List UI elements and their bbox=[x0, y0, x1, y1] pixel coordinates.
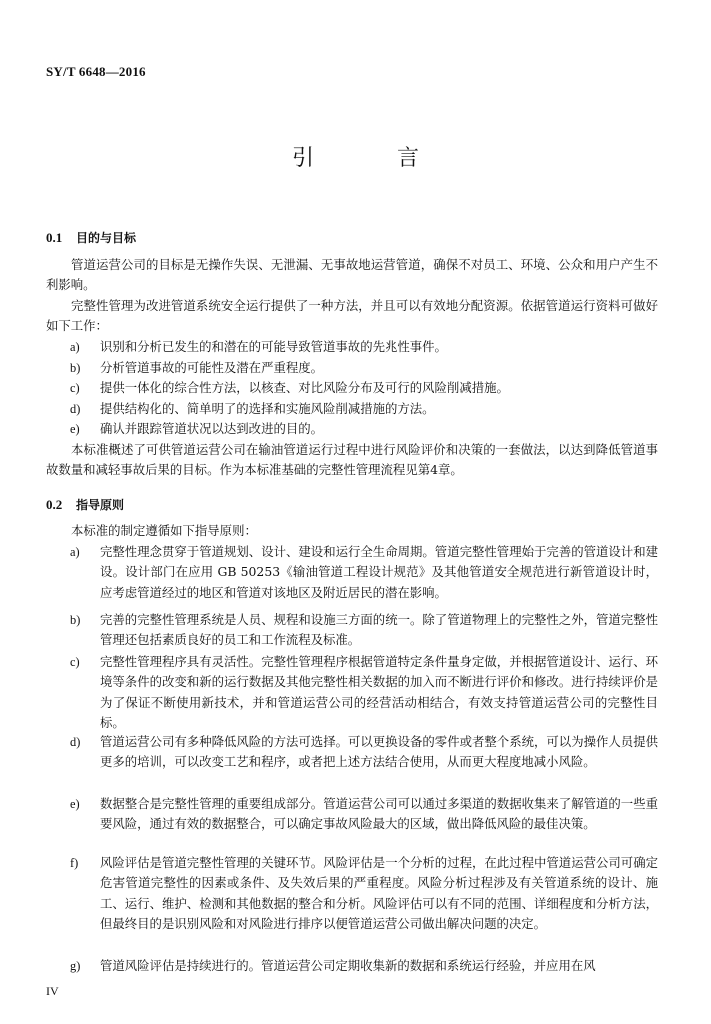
paragraph: 本标准的制定遵循如下指导原则： bbox=[71, 523, 257, 538]
list-marker: d) bbox=[70, 402, 81, 416]
list-item bbox=[70, 358, 658, 378]
list-item-text: 风险评估是管道完整性管理的关键环节。风险评估是一个分析的过程，在此过程中管道运营公司可确定危害管道完整性的因素或条件、及失效后果的严重程度。风险分析过程涉及有关管道系统的设计、施工、运行、维护、检测和其他数据的整合和分析。风险评估可以有不同的范围、详细程度和分析方法，但最终目的是识别风险和对风险进行排序以便管道运营公司做出解决问题的决定。 bbox=[100, 855, 658, 932]
list-item bbox=[70, 652, 658, 734]
standard-id: SY/T 6648—2016 bbox=[46, 64, 146, 79]
list-item bbox=[70, 378, 658, 398]
list-item bbox=[70, 337, 658, 357]
section-title: 指导原则 bbox=[76, 498, 125, 512]
list-marker: b) bbox=[70, 613, 81, 627]
list-marker: e) bbox=[70, 797, 80, 811]
list-item bbox=[70, 542, 658, 603]
list-item bbox=[70, 610, 658, 651]
list-item-text: 提供一体化的综合性方法，以核查、对比风险分布及可行的风险削减措施。 bbox=[100, 380, 509, 395]
section-heading-0-1 bbox=[46, 229, 136, 246]
section-number: 0.2 bbox=[46, 497, 63, 512]
list-marker: g) bbox=[70, 959, 81, 973]
page-title: 引 言 bbox=[292, 146, 457, 171]
list-item-text: 分析管道事故的可能性及潜在严重程度。 bbox=[100, 360, 324, 375]
list-marker: c) bbox=[70, 655, 80, 669]
list-item-text: 完整性理念贯穿于管道规划、设计、建设和运行全生命周期。管道完整性管理始于完善的管道设计和建设。设计部门在应用 GB 50253《输油管道工程设计规范》及其他管道安全规范进行新管道设计时，应考虑管道经过的地区和管道对该地区及附近居民的潜在影响。 bbox=[100, 544, 658, 600]
list-item bbox=[70, 732, 658, 773]
page-number: IV bbox=[46, 984, 59, 998]
paragraph: 本标准概述了可供管道运营公司在输油管道运行过程中进行风险评价和决策的一套做法，以达到降低管道事故数量和减轻事故后果的目标。作为本标准基础的完整性管理流程见第4章。 bbox=[46, 442, 658, 478]
list-marker: f) bbox=[70, 856, 79, 870]
paragraph: 管道运营公司的目标是无操作失误、无泄漏、无事故地运营管道，确保不对员工、环境、公众和用户产生不利影响。 bbox=[46, 257, 658, 293]
section-title: 目的与目标 bbox=[76, 231, 137, 245]
paragraph: 完整性管理为改进管道系统安全运行提供了一种方法，并且可以有效地分配资源。依据管道运行资料可做好如下工作： bbox=[46, 298, 658, 334]
list-item-text: 识别和分析已发生的和潜在的可能导致管道事故的先兆性事件。 bbox=[100, 339, 447, 354]
list-item-text: 确认并跟踪管道状况以达到改进的目的。 bbox=[100, 421, 324, 436]
list-marker: a) bbox=[70, 340, 80, 354]
list-item-text: 完善的完整性管理系统是人员、规程和设施三方面的统一。除了管道物理上的完整性之外，管道完整性管理还包括素质良好的员工和工作流程及标准。 bbox=[100, 612, 658, 648]
list-item bbox=[70, 419, 658, 439]
section-heading-0-2 bbox=[46, 496, 124, 513]
section-number: 0.1 bbox=[46, 230, 63, 245]
list-item bbox=[70, 956, 658, 976]
list-item bbox=[70, 794, 658, 835]
list-marker: c) bbox=[70, 381, 80, 395]
list-item-text: 提供结构化的、简单明了的选择和实施风险削减措施的方法。 bbox=[100, 401, 435, 416]
list-marker: e) bbox=[70, 422, 80, 436]
list-item bbox=[70, 399, 658, 419]
list-item-text: 管道运营公司有多种降低风险的方法可选择。可以更换设备的零件或者整个系统，可以为操作人员提供更多的培训，可以改变工艺和程序，或者把上述方法结合使用，从而更大程度地减小风险。 bbox=[100, 734, 658, 770]
list-marker: b) bbox=[70, 361, 81, 375]
list-item-text: 完整性管理程序具有灵活性。完整性管理程序根据管道特定条件量身定做，并根据管道设计、运行、环境等条件的改变和新的运行数据及其他完整性相关数据的加入而不断进行评价和修改。进行持续评价是为了保证不断使用新技术，并和管道运营公司的经营活动相结合，有效支持管道运营公司的完整性目标。 bbox=[100, 654, 658, 731]
list-marker: d) bbox=[70, 735, 81, 749]
list-item-text: 管道风险评估是持续进行的。管道运营公司定期收集新的数据和系统运行经验，并应用在风 bbox=[100, 958, 596, 973]
list-marker: a) bbox=[70, 545, 80, 559]
list-item-text: 数据整合是完整性管理的重要组成部分。管道运营公司可以通过多渠道的数据收集来了解管道的一些重要风险，通过有效的数据整合，可以确定事故风险最大的区域，做出降低风险的最佳决策。 bbox=[100, 796, 658, 832]
list-item bbox=[70, 853, 658, 935]
